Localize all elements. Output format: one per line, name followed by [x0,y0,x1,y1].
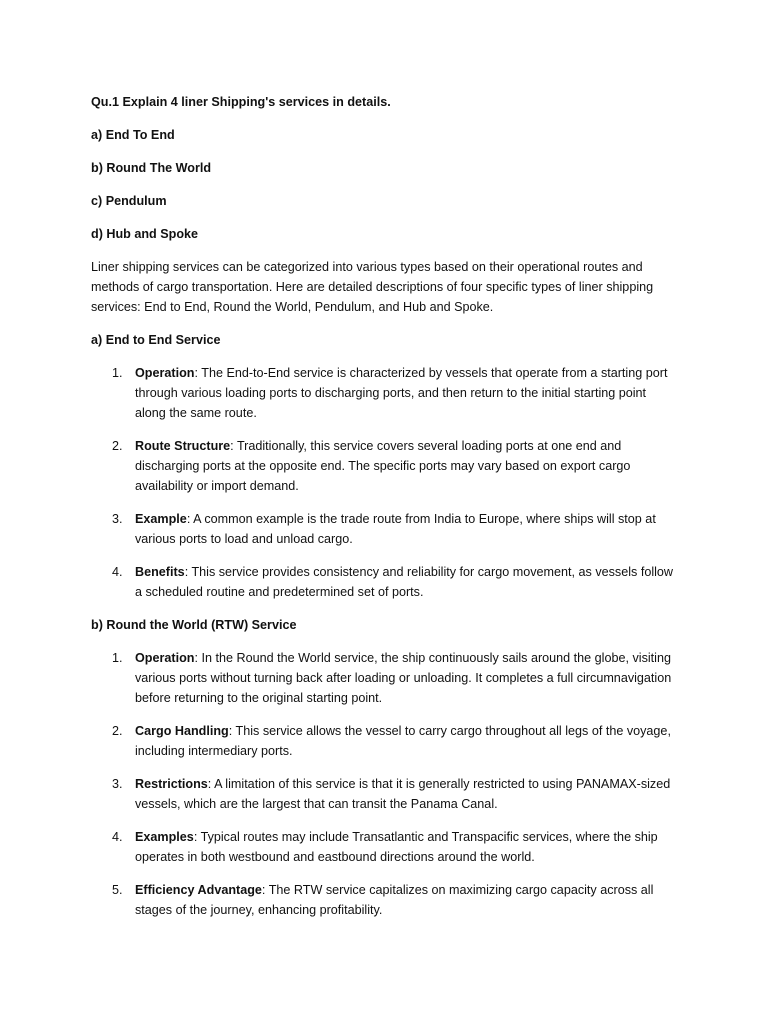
item-number: 2. [112,439,123,453]
item-number: 2. [112,724,123,738]
item-text: : The RTW service capitalizes on maximizing cargo capacity across all stages of the journey, enhancing profitability. [135,883,654,917]
option-pendulum: c) Pendulum [91,194,167,208]
item-text: : This service provides consistency and reliability for cargo movement, as vessels follow a scheduled routine and predetermined set of ports. [135,565,674,599]
item-text: : A common example is the trade route from India to Europe, where ships will stop at various ports to load and unload cargo. [135,512,656,546]
item-term: Cargo Handling [135,724,229,738]
intro-paragraph: Liner shipping services can be categorized into various types based on their operational routes and methods of cargo transportation. Here are detailed descriptions of four specific types of liner shipping services: End to End, Round the World, Pendulum, and Hub and Spoke. [91,260,654,314]
item-number: 3. [112,777,123,791]
section-title-end-to-end: a) End to End Service [91,333,221,347]
item-number: 3. [112,512,123,526]
item-text: : The End-to-End service is characterized by vessels that operate from a starting port through various loading ports to discharging ports, and then return to the initial starting point along the same route. [135,366,668,420]
item-term: Restrictions [135,777,208,791]
list-round-the-world [91,648,681,920]
item-number: 1. [112,651,123,665]
list-item [91,363,680,423]
list-item [91,509,680,549]
item-term: Example [135,512,187,526]
item-text: : In the Round the World service, the ship continuously sails around the globe, visiting various ports without turning back after loading or unloading. It completes a full circumnavigation before returning to the original starting point. [135,651,672,705]
item-text: : This service allows the vessel to carry cargo throughout all legs of the voyage, including intermediary ports. [135,724,671,758]
item-text: : Typical routes may include Transatlantic and Transpacific services, where the ship operates in both westbound and eastbound directions around the world. [135,830,658,864]
option-hub-and-spoke: d) Hub and Spoke [91,227,199,241]
item-term: Operation [135,366,195,380]
list-item [91,827,680,867]
item-text: : A limitation of this service is that it is generally restricted to using PANAMAX-sized vessels, which are the largest that can transit the Panama Canal. [135,777,671,811]
option-round-the-world: b) Round The World [91,161,212,175]
list-item [91,774,680,814]
item-text: : Traditionally, this service covers several loading ports at one end and discharging ports at the opposite end. The specific ports may vary based on export cargo availability or import demand. [135,439,631,493]
option-end-to-end: a) End To End [91,128,175,142]
list-item [91,648,680,708]
item-number: 1. [112,366,123,380]
list-item [91,562,680,602]
item-number: 4. [112,830,123,844]
section-title-round-the-world: b) Round the World (RTW) Service [91,618,297,632]
item-term: Route Structure [135,439,231,453]
list-end-to-end [91,363,681,602]
question-heading: Qu.1 Explain 4 liner Shipping's services in details. [91,95,391,109]
item-term: Examples [135,830,194,844]
list-item [91,721,680,761]
item-term: Efficiency Advantage [135,883,262,897]
item-number: 4. [112,565,123,579]
list-item [91,436,680,496]
item-term: Operation [135,651,195,665]
list-item [91,880,680,920]
item-number: 5. [112,883,123,897]
item-term: Benefits [135,565,185,579]
document-page [91,92,681,933]
